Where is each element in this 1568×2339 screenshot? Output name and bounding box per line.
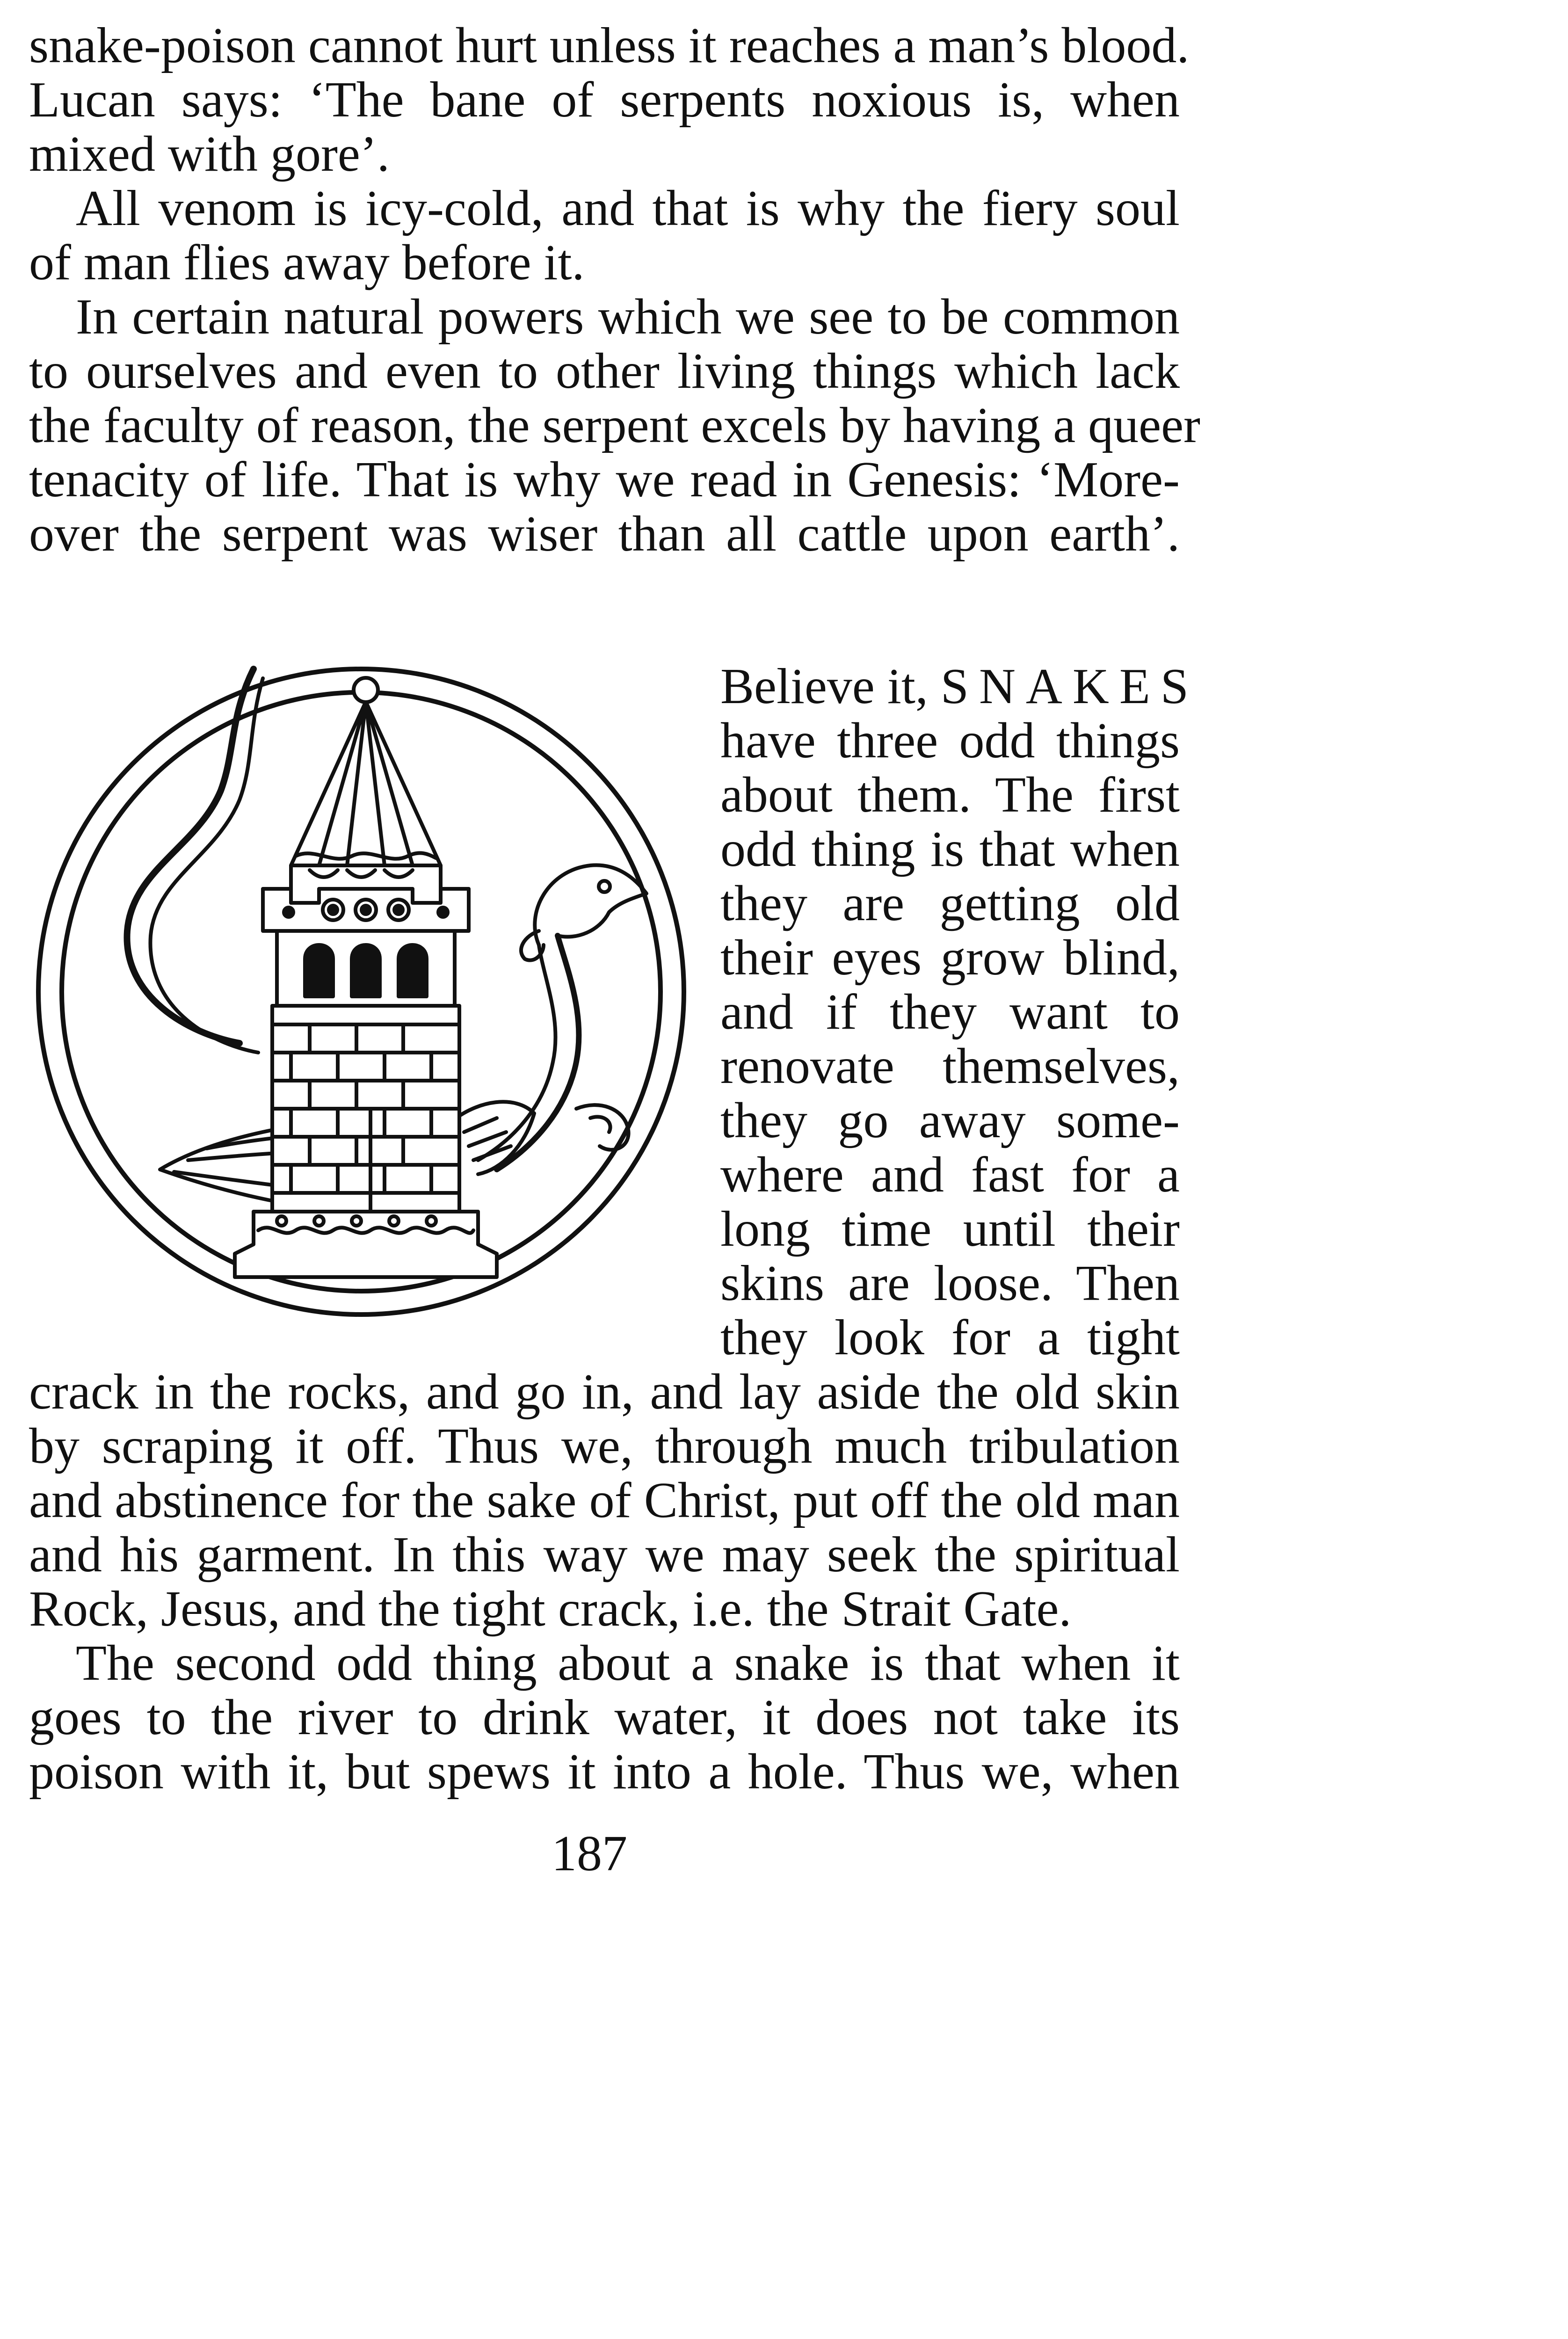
text-line: tenacity of life. That is why we read in Genesis: ‘More- <box>29 452 1180 508</box>
text-line: they go away some- <box>720 1093 1180 1148</box>
text-line: over the serpent was wiser than all cattle upon earth’. <box>29 506 1180 562</box>
text-line: mixed with gore’. <box>29 126 390 182</box>
text-line: to ourselves and even to other living things which lack <box>29 343 1180 399</box>
text-line: they look for a tight <box>720 1310 1180 1366</box>
page-number: 187 <box>552 1826 627 1881</box>
text-line: and abstinence for the sake of Christ, put off the old man <box>29 1473 1180 1528</box>
text-line: and his garment. In this way we may seek the spiritual <box>29 1527 1180 1583</box>
text-line: long time until their <box>720 1201 1180 1257</box>
text-line: In certain natural powers which we see to be common <box>76 289 1180 345</box>
text-line: they are getting old <box>720 876 1180 931</box>
serpent-tower-illustration <box>29 650 693 1324</box>
text-line: renovate themselves, <box>720 1039 1180 1094</box>
text-line: the faculty of reason, the serpent excels by having a queer <box>29 398 1200 453</box>
text-line: where and fast for a <box>720 1147 1180 1203</box>
text-line: snake-poison cannot hurt unless it reaches a man’s blood. <box>29 18 1190 73</box>
text-line: The second odd thing about a snake is that when it <box>76 1635 1180 1691</box>
text-line: skins are loose. Then <box>720 1256 1180 1311</box>
text-line: about them. The first <box>720 767 1180 823</box>
text-line: have three odd things <box>720 713 1180 769</box>
text-line: of man flies away before it. <box>29 235 585 291</box>
text-line: their eyes grow blind, <box>720 930 1180 986</box>
text-line: goes to the river to drink water, it does not take its <box>29 1690 1180 1745</box>
text-line: odd thing is that when <box>720 821 1180 877</box>
text-line <box>720 659 1199 714</box>
text-line: Lucan says: ‘The bane of serpents noxious is, when <box>29 72 1180 128</box>
text-line: All venom is icy-cold, and that is why the fiery soul <box>76 181 1180 236</box>
text-line: by scraping it off. Thus we, through much tribulation <box>29 1418 1180 1474</box>
line-prefix: Believe it, <box>720 659 928 714</box>
snakes-heading: SNAKES <box>940 659 1199 714</box>
text-line: and if they want to <box>720 984 1180 1040</box>
text-line: crack in the rocks, and go in, and lay aside the old skin <box>29 1364 1180 1420</box>
text-line: poison with it, but spews it into a hole. Thus we, when <box>29 1744 1180 1800</box>
text-line: Rock, Jesus, and the tight crack, i.e. the Strait Gate. <box>29 1581 1072 1637</box>
